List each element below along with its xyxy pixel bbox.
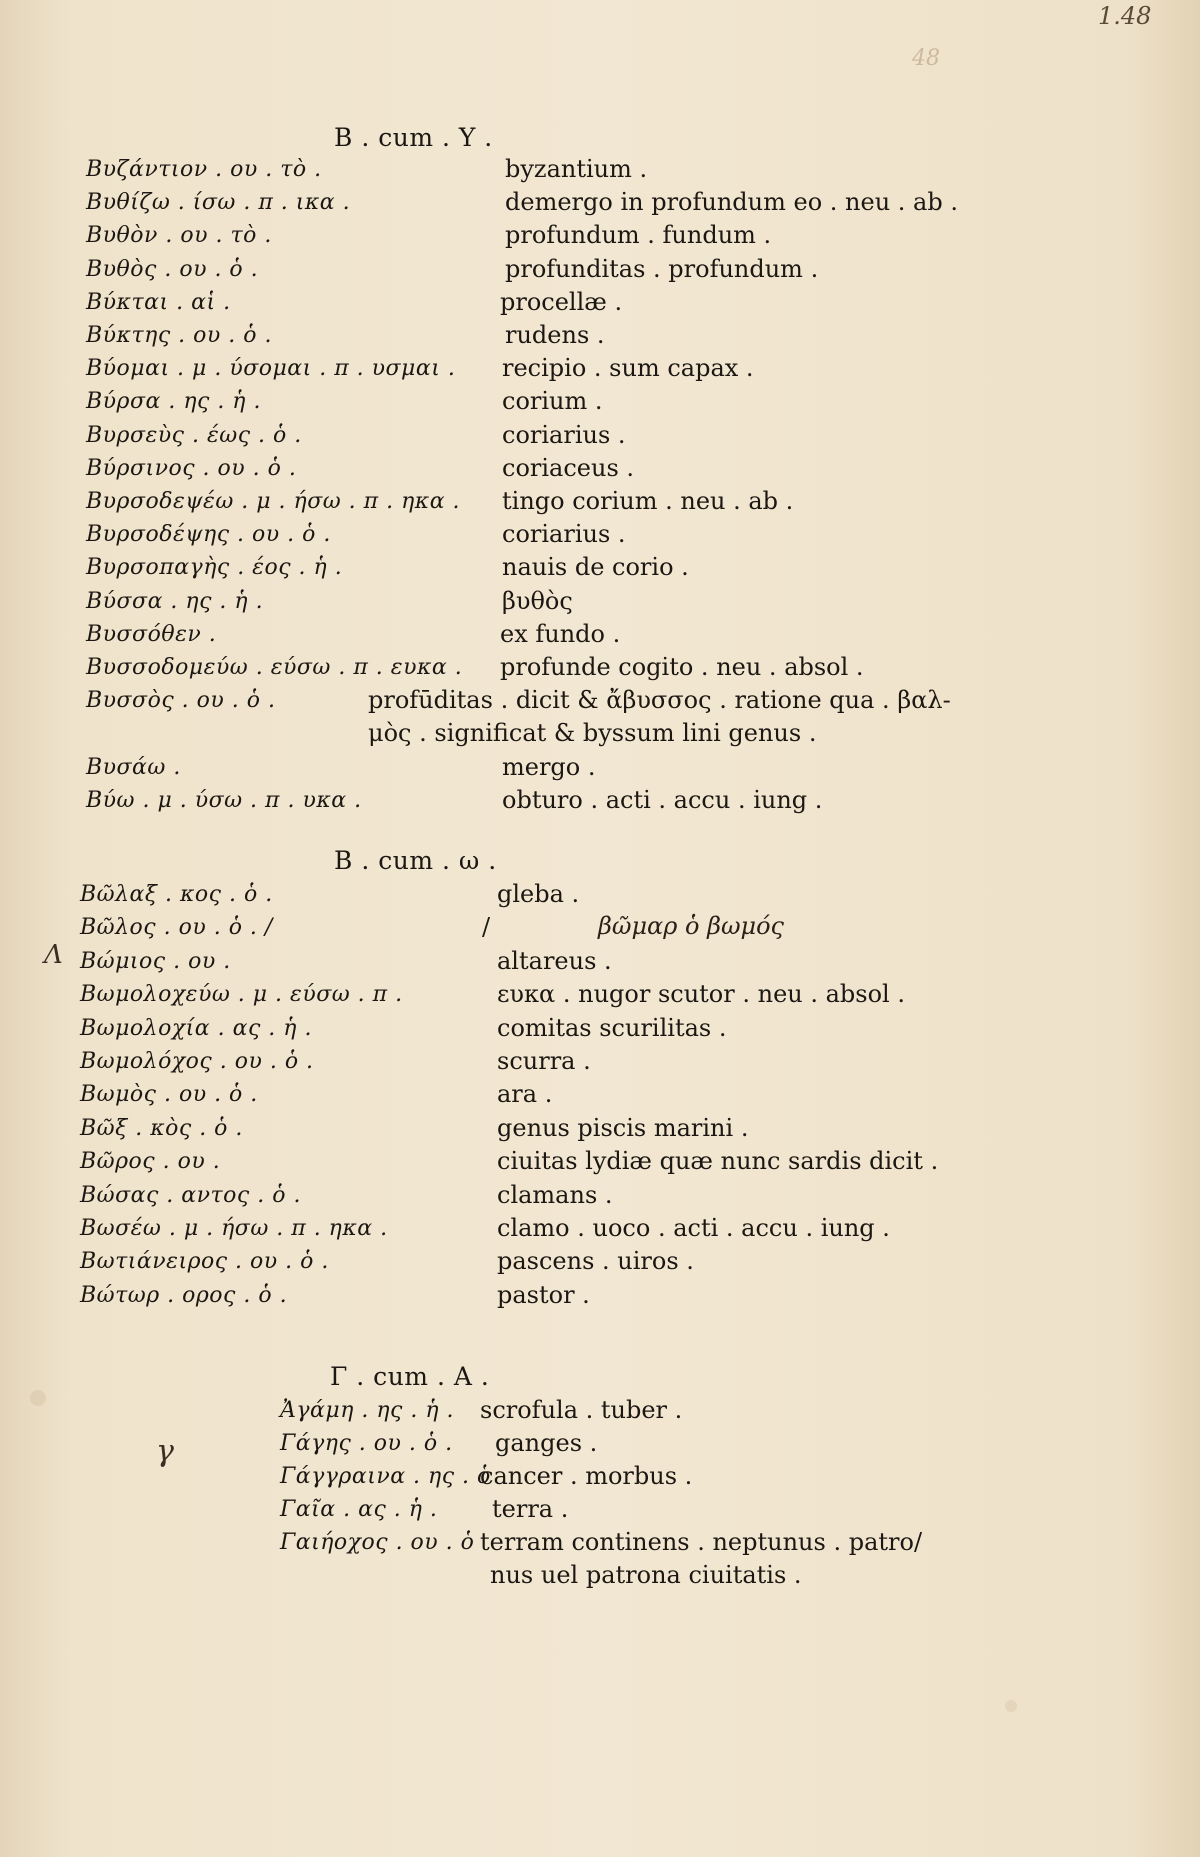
margin-mark: Λ: [44, 940, 63, 970]
dictionary-entry: [0, 421, 1200, 454]
latin-gloss: coriarius .: [502, 520, 626, 548]
section-heading: Γ . cum . A .: [330, 1362, 490, 1391]
greek-headword: Γαιήοχος . ου . ὁ: [280, 1530, 475, 1555]
latin-gloss: genus piscis marini .: [497, 1114, 749, 1142]
latin-gloss: gleba .: [497, 880, 580, 908]
dictionary-entry: [0, 1528, 1200, 1561]
latin-gloss: ara .: [497, 1080, 553, 1108]
latin-gloss: ευκα . nugor scutor . neu . absol .: [497, 980, 905, 1008]
greek-headword: Βυσάω .: [86, 755, 181, 780]
section-heading: B . cum . ω .: [334, 846, 497, 875]
handwritten-note: βῶμαρ ὁ βωμός: [598, 912, 784, 940]
greek-headword: Βύω . μ . ύσω . π . υκα .: [86, 788, 362, 813]
latin-gloss: clamo . uoco . acti . accu . iung .: [497, 1214, 890, 1242]
greek-headword: Βῶξ . κὸς . ὁ .: [80, 1116, 243, 1141]
latin-gloss: terram continens . neptunus . patro/: [480, 1528, 923, 1556]
greek-headword: Βώμιος . ου .: [80, 949, 231, 974]
greek-headword: Γαῖα . ας . ἡ .: [280, 1497, 438, 1522]
latin-gloss: pascens . uiros .: [497, 1247, 694, 1275]
dictionary-entry: [0, 1429, 1200, 1462]
greek-headword: Βυθὸν . ου . τὸ .: [86, 223, 272, 248]
latin-gloss: altareus .: [497, 947, 612, 975]
dictionary-entry: [0, 1247, 1200, 1280]
dictionary-entry: [0, 487, 1200, 520]
dictionary-entry: [0, 587, 1200, 620]
greek-headword: Βυρσοπαγὴς . έος . ἡ .: [86, 555, 343, 580]
dictionary-entry: [0, 786, 1200, 819]
dictionary-entry: [0, 520, 1200, 553]
dictionary-entry: [0, 1014, 1200, 1047]
folio-number-faint: 48: [912, 46, 940, 71]
dictionary-entry: [0, 620, 1200, 653]
latin-gloss: μὸς . significat & byssum lini genus .: [368, 719, 817, 747]
dictionary-entry: [0, 321, 1200, 354]
dictionary-entry: [0, 1147, 1200, 1180]
dictionary-entry: [0, 1080, 1200, 1113]
greek-headword: Βυζάντιον . ου . τὸ .: [86, 157, 322, 182]
ink-stain: [1005, 1700, 1017, 1712]
greek-headword: Βυθὸς . ου . ὁ .: [86, 257, 259, 282]
margin-mark: γ: [156, 1434, 174, 1469]
dictionary-entry: [0, 354, 1200, 387]
latin-gloss: scurra .: [497, 1047, 591, 1075]
greek-headword: Βύκται . αἱ .: [86, 290, 231, 315]
greek-headword: Ἀγάμη . ης . ἡ .: [280, 1398, 454, 1423]
greek-headword: Βωσέω . μ . ήσω . π . ηκα .: [80, 1216, 388, 1241]
greek-headword: Βῶλος . ου . ὁ . /: [80, 915, 273, 940]
dictionary-entry: [0, 1495, 1200, 1528]
dictionary-entry: [0, 753, 1200, 786]
greek-headword: Βῶλαξ . κος . ὁ .: [80, 882, 273, 907]
latin-gloss: nauis de corio .: [502, 553, 689, 581]
latin-gloss: ciuitas lydiæ quæ nunc sardis dicit .: [497, 1147, 939, 1175]
latin-gloss: comitas scurilitas .: [497, 1014, 727, 1042]
latin-gloss: cancer . morbus .: [480, 1462, 693, 1490]
latin-gloss: rudens .: [505, 321, 605, 349]
greek-headword: Βώσας . αντος . ὁ .: [80, 1183, 301, 1208]
section-heading: B . cum . Y .: [334, 123, 493, 152]
folio-number: 1.48: [1098, 2, 1152, 30]
latin-gloss: mergo .: [502, 753, 596, 781]
greek-headword: Βωμολόχος . ου . ὁ .: [80, 1049, 314, 1074]
latin-gloss: profūditas . dicit & ἄβυσσος . ratione qua . βαλ-: [368, 686, 951, 714]
dictionary-entry: [0, 1281, 1200, 1314]
greek-headword: Βῶρος . ου .: [80, 1149, 221, 1174]
latin-gloss: profundum . fundum .: [505, 221, 772, 249]
dictionary-entry: [0, 880, 1200, 913]
latin-gloss: ex fundo .: [500, 620, 621, 648]
latin-gloss: recipio . sum capax .: [502, 354, 754, 382]
greek-headword: Βυρσοδεψέω . μ . ήσω . π . ηκα .: [86, 489, 461, 514]
latin-gloss: clamans .: [497, 1181, 613, 1209]
dictionary-entry: [0, 255, 1200, 288]
greek-headword: Βυρσεὺς . έως . ὁ .: [86, 423, 302, 448]
greek-headword: Βώτωρ . ορος . ὁ .: [80, 1283, 288, 1308]
dictionary-entry: [0, 1462, 1200, 1495]
latin-gloss: scrofula . tuber .: [480, 1396, 683, 1424]
latin-gloss: /: [482, 913, 491, 941]
latin-gloss: profunditas . profundum .: [505, 255, 819, 283]
dictionary-entry: [0, 719, 1200, 752]
dictionary-entry: [0, 288, 1200, 321]
greek-headword: Βωμολοχία . ας . ἡ .: [80, 1016, 312, 1041]
latin-gloss: corium .: [502, 387, 603, 415]
dictionary-entry: [0, 454, 1200, 487]
dictionary-entry: [0, 980, 1200, 1013]
latin-gloss: profunde cogito . neu . absol .: [500, 653, 864, 681]
dictionary-entry: [0, 653, 1200, 686]
latin-gloss: coriaceus .: [502, 454, 635, 482]
dictionary-entry: [0, 686, 1200, 719]
greek-headword: Βυθίζω . ίσω . π . ικα .: [86, 190, 351, 215]
dictionary-entry: [0, 947, 1200, 980]
greek-headword: Βωμολοχεύω . μ . εύσω . π .: [80, 982, 403, 1007]
greek-headword: Βυσσοδομεύω . εύσω . π . ευκα .: [86, 655, 463, 680]
latin-gloss: tingo corium . neu . ab .: [502, 487, 794, 515]
latin-gloss: βυθὸς: [502, 587, 573, 615]
dictionary-entry: [0, 1181, 1200, 1214]
greek-headword: Γάγγραινα . ης . ὁ: [280, 1464, 491, 1489]
dictionary-entry: [0, 1047, 1200, 1080]
latin-gloss: nus uel patrona ciuitatis .: [490, 1561, 802, 1589]
greek-headword: Βύρσα . ης . ἡ .: [86, 389, 261, 414]
latin-gloss: procellæ .: [500, 288, 623, 316]
latin-gloss: byzantium .: [505, 155, 648, 183]
greek-headword: Βύρσινος . ου . ὁ .: [86, 456, 297, 481]
latin-gloss: obturo . acti . accu . iung .: [502, 786, 823, 814]
dictionary-entry: [0, 1396, 1200, 1429]
greek-headword: Βυσσὸς . ου . ὁ .: [86, 688, 276, 713]
latin-gloss: coriarius .: [502, 421, 626, 449]
latin-gloss: pastor .: [497, 1281, 590, 1309]
dictionary-entry: [0, 1114, 1200, 1147]
greek-headword: Βωμὸς . ου . ὁ .: [80, 1082, 258, 1107]
latin-gloss: demergo in profundum eo . neu . ab .: [505, 188, 958, 216]
dictionary-entry: [0, 387, 1200, 420]
greek-headword: Βύομαι . μ . ύσομαι . π . υσμαι .: [86, 356, 456, 381]
greek-headword: Γάγης . ου . ὁ .: [280, 1431, 453, 1456]
latin-gloss: terra .: [492, 1495, 569, 1523]
dictionary-entry: [0, 1214, 1200, 1247]
greek-headword: Βυρσοδέψης . ου . ὁ .: [86, 522, 331, 547]
greek-headword: Βωτιάνειρος . ου . ὁ .: [80, 1249, 329, 1274]
dictionary-entry: [0, 155, 1200, 188]
dictionary-entry: [0, 188, 1200, 221]
dictionary-entry: [0, 221, 1200, 254]
dictionary-entry: [0, 1561, 1200, 1594]
greek-headword: Βύσσα . ης . ἡ .: [86, 589, 264, 614]
greek-headword: Βύκτης . ου . ὁ .: [86, 323, 272, 348]
latin-gloss: ganges .: [495, 1429, 598, 1457]
dictionary-entry: [0, 553, 1200, 586]
greek-headword: Βυσσόθεν .: [86, 622, 217, 647]
